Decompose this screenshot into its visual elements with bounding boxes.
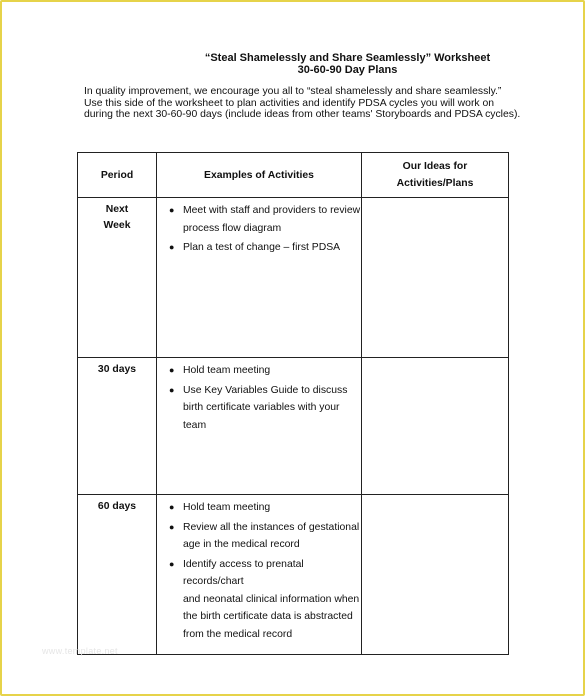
period-cell bbox=[78, 358, 157, 495]
title-line-2: 30-60-90 Day Plans bbox=[297, 64, 398, 76]
list-item bbox=[168, 499, 361, 517]
period-label: Week bbox=[103, 220, 131, 231]
period-label: Next bbox=[105, 204, 129, 215]
activity-text: Use Key Variables Guide to discuss bbox=[183, 384, 348, 396]
watermark-text: www.template.net bbox=[42, 646, 118, 656]
intro-line: during the next 30-60-90 days (include ideas from other teams' Storyboards and PDSA cycles). bbox=[84, 109, 521, 120]
list-item bbox=[168, 202, 361, 237]
header-ideas-line-1: Our Ideas for bbox=[402, 161, 468, 172]
activity-text: and neonatal clinical information when bbox=[183, 593, 360, 605]
header-ideas bbox=[362, 153, 509, 198]
activity-text: Plan a test of change – first PDSA bbox=[183, 242, 341, 253]
activity-text: Review all the instances of gestational bbox=[183, 521, 360, 533]
list-item bbox=[168, 239, 361, 257]
period-label: 60 days bbox=[97, 501, 137, 512]
activity-text: Hold team meeting bbox=[183, 365, 271, 376]
title-line-1: “Steal Shamelessly and Share Seamlessly” Worksheet bbox=[204, 52, 491, 64]
bullet-icon: ● bbox=[169, 242, 175, 252]
bullet-icon: ● bbox=[169, 521, 175, 532]
intro-paragraph bbox=[84, 86, 524, 121]
table-header-row bbox=[78, 153, 509, 198]
table-row bbox=[78, 198, 509, 358]
activity-text: Hold team meeting bbox=[183, 502, 271, 513]
list-item bbox=[168, 556, 361, 644]
header-ideas-line-2: Activities/Plans bbox=[396, 178, 474, 189]
activity-text: Meet with staff and providers to review bbox=[183, 205, 361, 216]
activity-text: birth certificate variables with your team bbox=[183, 402, 340, 431]
document-title bbox=[0, 52, 585, 76]
activities-cell bbox=[157, 495, 362, 655]
intro-line: In quality improvement, we encourage you all to “steal shamelessly and share seamlessly.” bbox=[84, 86, 502, 97]
list-item bbox=[168, 382, 361, 435]
bullet-icon: ● bbox=[169, 384, 175, 395]
bullet-icon: ● bbox=[169, 205, 175, 215]
list-item bbox=[168, 362, 361, 380]
plans-table bbox=[77, 152, 509, 655]
activities-cell bbox=[157, 198, 362, 358]
activity-text: the birth certificate data is abstracted bbox=[183, 611, 353, 622]
header-period: Period bbox=[78, 153, 157, 198]
period-cell bbox=[78, 495, 157, 655]
ideas-cell[interactable] bbox=[362, 495, 509, 655]
table-row bbox=[78, 358, 509, 495]
bullet-icon: ● bbox=[169, 365, 175, 375]
ideas-cell[interactable] bbox=[362, 198, 509, 358]
activity-text: Identify access to prenatal records/chart bbox=[183, 558, 304, 587]
activity-text: process flow diagram bbox=[183, 222, 282, 234]
intro-line: Use this side of the worksheet to plan activities and identify PDSA cycles you will work on bbox=[84, 97, 495, 109]
activities-cell bbox=[157, 358, 362, 495]
period-label: 30 days bbox=[97, 364, 137, 375]
table-row bbox=[78, 495, 509, 655]
activity-text: age in the medical record bbox=[183, 539, 300, 550]
period-cell bbox=[78, 198, 157, 358]
bullet-icon: ● bbox=[169, 558, 175, 569]
list-item bbox=[168, 519, 361, 554]
ideas-cell[interactable] bbox=[362, 358, 509, 495]
header-activities: Examples of Activities bbox=[157, 153, 362, 198]
bullet-icon: ● bbox=[169, 502, 175, 512]
activity-text: from the medical record bbox=[183, 628, 293, 640]
